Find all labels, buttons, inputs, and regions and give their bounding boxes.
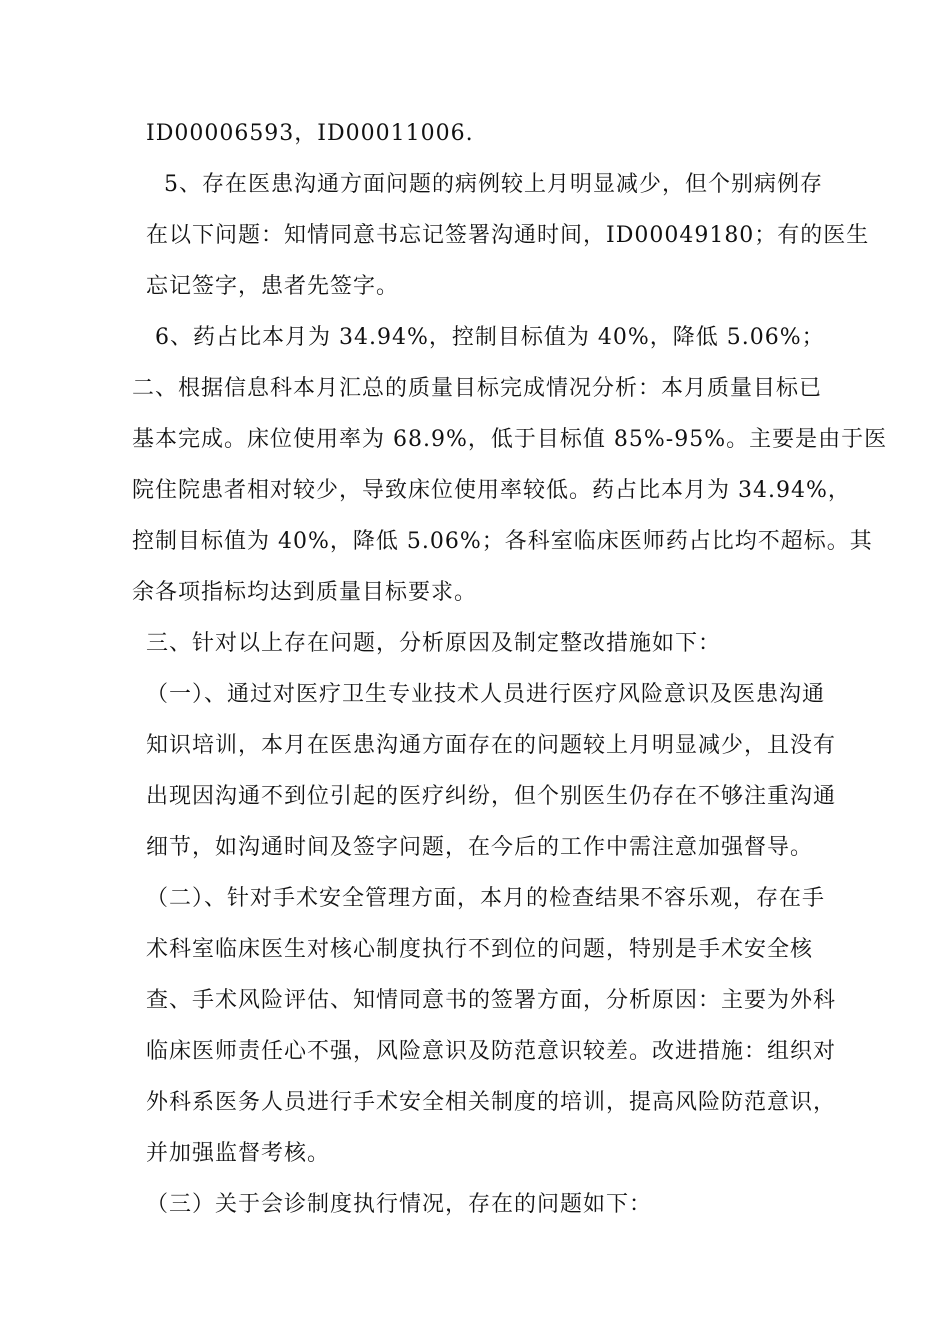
- text-line: （一）、通过对医疗卫生专业技术人员进行医疗风险意识及医患沟通: [146, 682, 826, 707]
- text-line: ID00006593，ID00011006.: [146, 121, 474, 146]
- text-line: 外科系医务人员进行手术安全相关制度的培训，提高风险防范意识，: [146, 1090, 837, 1115]
- text-line: 出现因沟通不到位引起的医疗纠纷，但个别医生仍存在不够注重沟通: [146, 784, 837, 809]
- text-line: （二）、针对手术安全管理方面，本月的检查结果不容乐观，存在手: [146, 886, 826, 911]
- text-line: 细节，如沟通时间及签字问题，在今后的工作中需注意加强督导。: [146, 835, 814, 860]
- text-line: 5、存在医患沟通方面问题的病例较上月明显减少，但个别病例存: [164, 172, 823, 197]
- text-line: 三、针对以上存在问题，分析原因及制定整改措施如下：: [146, 631, 722, 656]
- text-line: 6、药占比本月为 34.94%，控制目标值为 40%，降低 5.06%；: [155, 325, 825, 350]
- text-line: 控制目标值为 40%，降低 5.06%；各科室临床医师药占比均不超标。其: [132, 529, 873, 554]
- text-line: 术科室临床医生对核心制度执行不到位的问题，特别是手术安全核: [146, 937, 814, 962]
- text-line: 知识培训，本月在医患沟通方面存在的问题较上月明显减少，且没有: [146, 733, 837, 758]
- text-line: 院住院患者相对较少，导致床位使用率较低。药占比本月为 34.94%，: [132, 478, 851, 503]
- text-line: 二、根据信息科本月汇总的质量目标完成情况分析：本月质量目标已: [132, 376, 823, 401]
- text-line: 忘记签字，患者先签字。: [146, 274, 400, 299]
- text-line: 查、手术风险评估、知情同意书的签署方面，分析原因：主要为外科: [146, 988, 837, 1013]
- text-line: 临床医师责任心不强，风险意识及防范意识较差。改进措施：组织对: [146, 1039, 837, 1064]
- text-line: 余各项指标均达到质量目标要求。: [132, 580, 478, 605]
- text-line: 基本完成。床位使用率为 68.9%，低于目标值 85%-95%。主要是由于医: [132, 427, 888, 452]
- text-line: 在以下问题：知情同意书忘记签署沟通时间，ID00049180；有的医生: [146, 223, 870, 248]
- text-line: （三）关于会诊制度执行情况，存在的问题如下：: [146, 1192, 653, 1217]
- text-line: 并加强监督考核。: [146, 1141, 331, 1166]
